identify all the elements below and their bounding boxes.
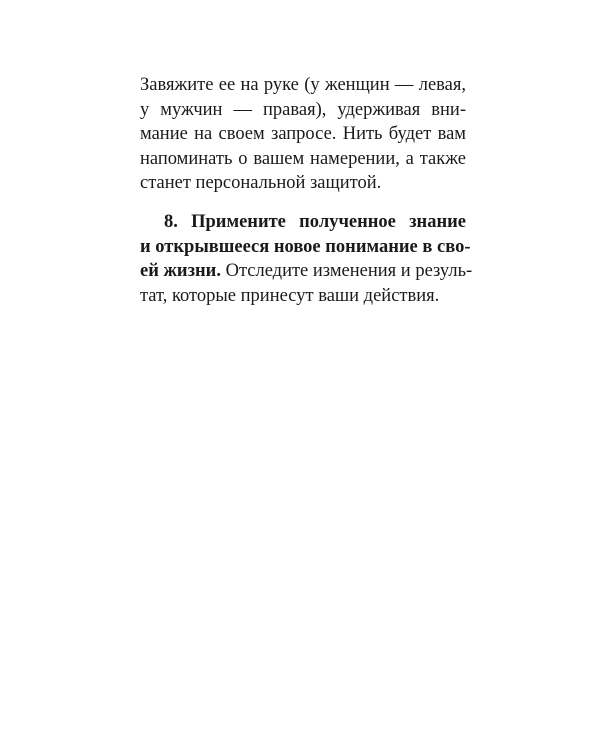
step-8-mixed-line — [140, 259, 473, 284]
paragraph-step-8 — [140, 210, 473, 308]
step-8-heading-end: ей жизни. — [140, 261, 221, 281]
paragraph-thread-instruction — [140, 73, 466, 196]
paragraph-line: мание на своем запросе. Нить будет вам — [140, 124, 466, 144]
step-8-body-text: Отследите изменения и резуль- — [220, 261, 473, 281]
step-8-body-line: тат, которые принесут ваши действия. — [140, 285, 440, 306]
step-8-heading-line: и открывшееся новое понимание в сво- — [140, 236, 471, 257]
paragraph-line: у мужчин — правая), удерживая вни- — [140, 99, 466, 120]
paragraph-line: станет персональной защитой. — [140, 173, 382, 193]
step-8-heading-line: 8. Примените полученное знание — [164, 212, 466, 232]
paragraph-line: напоминать о вашем намерении, а также — [140, 148, 466, 169]
paragraph-line: Завяжите ее на руке (у женщин — левая, — [140, 75, 466, 95]
